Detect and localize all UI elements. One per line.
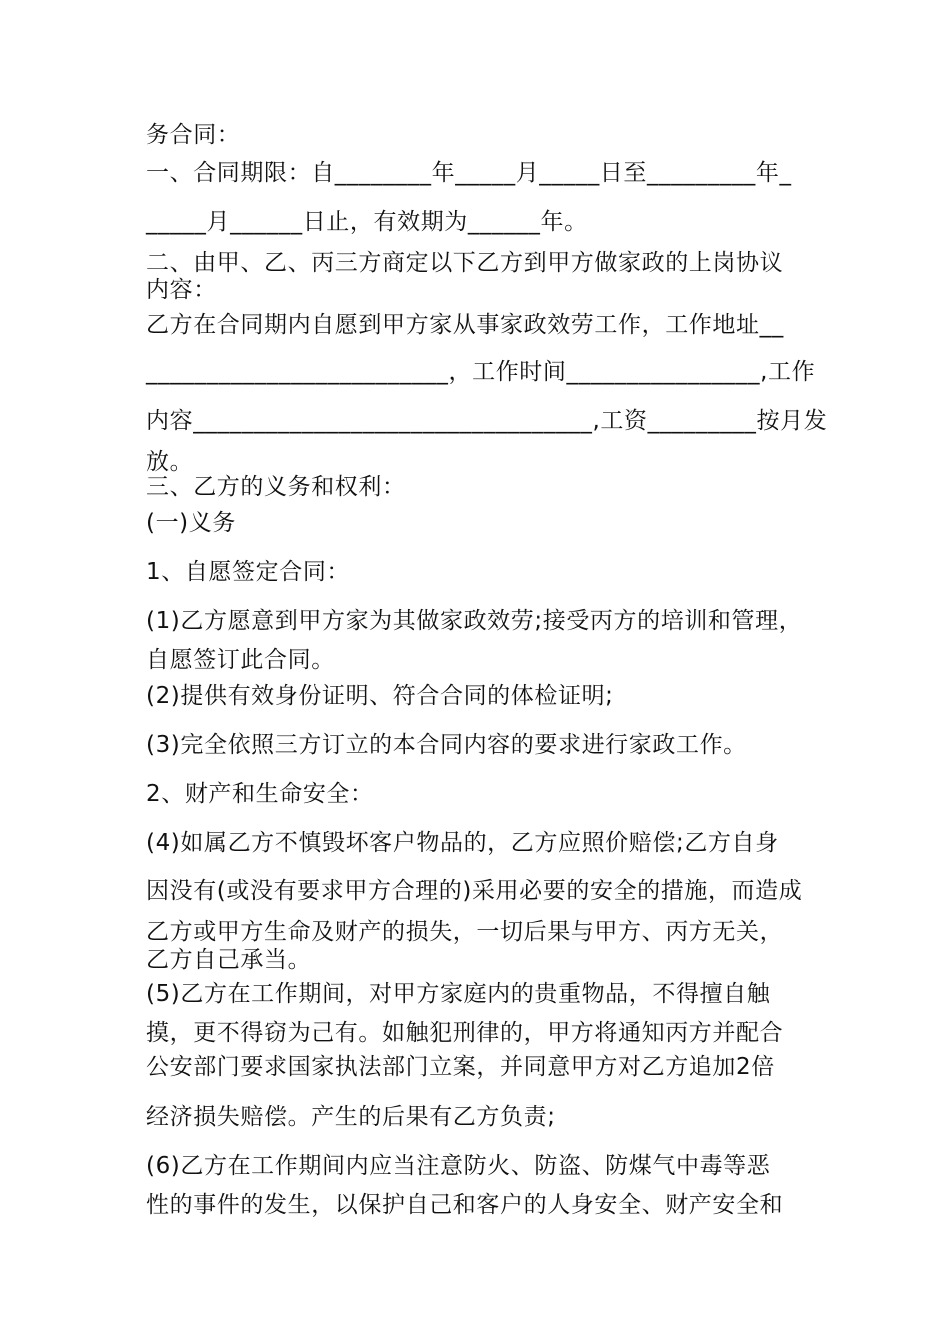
text-line: _________________________，工作时间________________,工作 <box>146 359 816 385</box>
text-line: 摸，更不得窃为己有。如触犯刑律的，甲方将通知丙方并配合 <box>146 1020 784 1046</box>
text-line: (5)乙方在工作期间，对甲方家庭内的贵重物品，不得擅自触 <box>146 981 771 1007</box>
text-line: 内容_________________________________,工资_________按月发 <box>146 408 828 434</box>
text-line: 乙方自己承当。 <box>146 947 312 973</box>
text-line: 一、合同期限：自________年_____月_____日至_________年_ <box>146 160 792 186</box>
text-line: (一)义务 <box>146 510 236 536</box>
text-line: 二、由甲、乙、丙三方商定以下乙方到甲方做家政的上岗协议 <box>146 250 784 276</box>
text-line: 2、财产和生命安全： <box>146 781 374 807</box>
text-line: 因没有(或没有要求甲方合理的)采用必要的安全的措施，而造成 <box>146 878 803 904</box>
text-line: 乙方或甲方生命及财产的损失，一切后果与甲方、丙方无关， <box>146 919 784 945</box>
text-line: (4)如属乙方不慎毁坏客户物品的，乙方应照价赔偿;乙方自身 <box>146 830 779 856</box>
text-line: _____月______日止，有效期为______年。 <box>146 209 588 235</box>
text-line: 公安部门要求国家执法部门立案，并同意甲方对乙方追加2倍 <box>146 1054 775 1080</box>
text-line: 务合同： <box>146 122 241 148</box>
text-line: 放。 <box>146 449 194 475</box>
text-line: (1)乙方愿意到甲方家为其做家政效劳;接受丙方的培训和管理， <box>146 608 803 634</box>
text-line: (6)乙方在工作期间内应当注意防火、防盗、防煤气中毒等恶 <box>146 1153 771 1179</box>
text-line: (2)提供有效身份证明、符合合同的体检证明; <box>146 683 614 709</box>
text-line: 经济损失赔偿。产生的后果有乙方负责; <box>146 1104 556 1130</box>
text-line: 乙方在合同期内自愿到甲方家从事家政效劳工作，工作地址__ <box>146 312 784 338</box>
text-line: 自愿签订此合同。 <box>146 647 335 673</box>
text-line: 性的事件的发生，以保护自己和客户的人身安全、财产安全和 <box>146 1192 784 1218</box>
text-line: 1、自愿签定合同： <box>146 559 351 585</box>
text-line: 内容： <box>146 277 217 303</box>
text-line: (3)完全依照三方订立的本合同内容的要求进行家政工作。 <box>146 732 747 758</box>
text-line: 三、乙方的义务和权利： <box>146 474 406 500</box>
